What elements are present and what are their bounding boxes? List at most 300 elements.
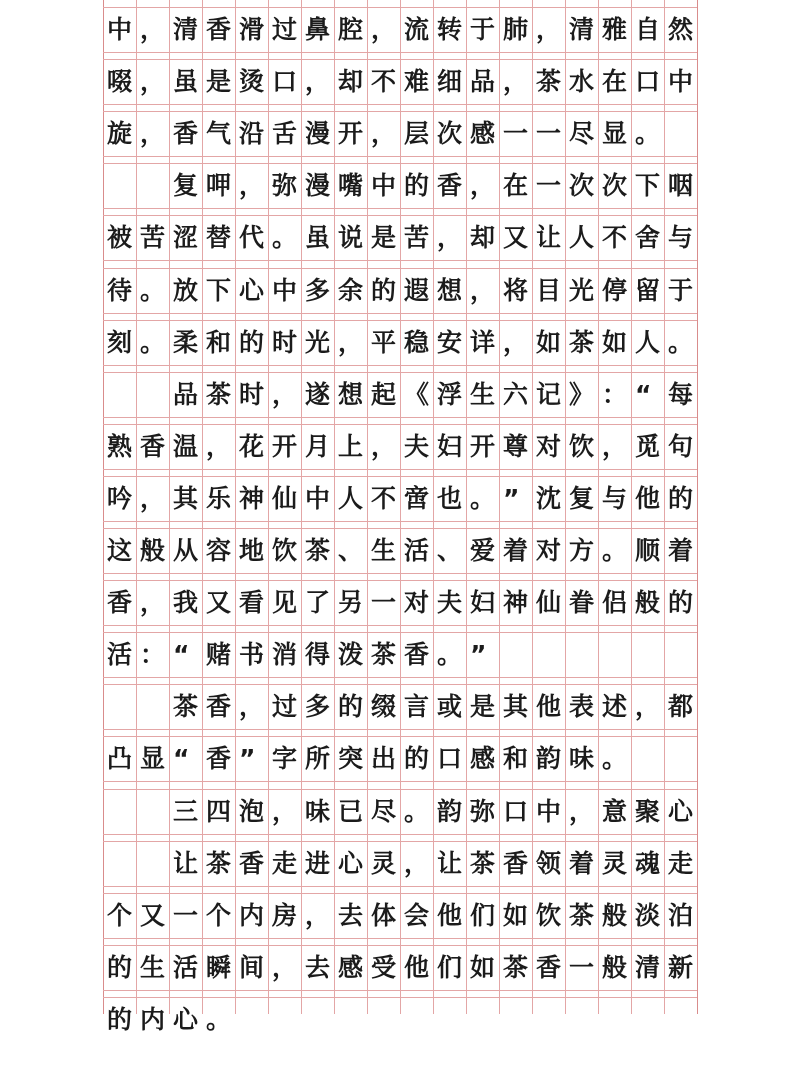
grid-character: 泡 [238,797,264,826]
grid-character: 舌 [271,119,297,148]
grid-character: ， [437,223,463,252]
grid-character: 过 [271,692,297,721]
grid-character: ， [470,276,496,305]
grid-character: 活 [106,640,132,669]
grid-character: 都 [667,692,693,721]
grid-character: 另 [337,588,363,617]
grid-character: 不 [370,484,396,513]
grid-character: 和 [205,328,231,357]
grid-character: 感 [469,744,495,773]
grid-character: 沿 [238,119,264,148]
grid-character: 清 [634,953,660,982]
grid-character: 烫 [238,67,264,96]
grid-character: 复 [568,484,594,513]
grid-row-line [103,938,697,939]
grid-character: ， [371,15,397,44]
grid-character: 。 [272,223,298,252]
grid-character: 他 [403,953,429,982]
grid-character: 中 [271,276,297,305]
grid-row-line [103,625,697,626]
grid-character: 。 [140,276,166,305]
grid-character: 如 [535,328,561,357]
grid-character: 安 [436,328,462,357]
grid-character: 停 [601,276,627,305]
grid-character: 旋 [106,119,132,148]
grid-character: 香 [238,849,264,878]
grid-character: 口 [436,744,462,773]
grid-character: “ [173,640,190,669]
text-line [103,736,697,781]
grid-character: 般 [601,953,627,982]
grid-character: 见 [271,588,297,617]
grid-character: 香 [139,432,165,461]
grid-character: 去 [337,901,363,930]
grid-character: 消 [271,640,297,669]
grid-character: 尊 [502,432,528,461]
grid-character: 领 [535,849,561,878]
grid-character: 放 [172,276,198,305]
grid-character: 水 [568,67,594,96]
grid-character: 将 [502,276,528,305]
grid-character: 月 [304,432,330,461]
grid-character: 饮 [271,536,297,565]
grid-character: ， [371,119,397,148]
grid-character: 。 [602,536,628,565]
grid-character: 活 [403,536,429,565]
grid-character: 又 [205,588,231,617]
grid-character: 新 [667,953,693,982]
grid-row-line [103,313,697,314]
grid-character: 香 [205,744,231,773]
grid-character: 让 [436,849,462,878]
grid-character: ： [602,380,628,409]
grid-character: 弥 [469,797,495,826]
text-line [103,580,697,625]
grid-row-line [103,781,697,782]
text-line [103,59,697,104]
grid-character: 中 [304,484,330,513]
grid-character: 雅 [601,15,627,44]
grid-character: 们 [469,901,495,930]
grid-character: 眷 [568,588,594,617]
grid-character: 的 [106,1005,132,1034]
grid-character [136,163,169,208]
text-line [103,476,697,521]
grid-character: 显 [139,744,165,773]
grid-character: ， [239,171,265,200]
grid-character: 次 [601,171,627,200]
grid-character: 光 [304,328,330,357]
grid-character: 让 [172,849,198,878]
manuscript-paper [103,0,697,1034]
grid-character: 口 [271,67,297,96]
grid-character: 光 [568,276,594,305]
grid-character: 方 [568,536,594,565]
grid-character: 熟 [106,432,132,461]
grid-character: 是 [370,223,396,252]
grid-character: 清 [172,15,198,44]
grid-character: 这 [106,536,132,565]
grid-character: 腔 [337,15,363,44]
grid-character: ， [272,797,298,826]
grid-character: 乐 [205,484,231,513]
grid-character: 人 [568,223,594,252]
grid-character: 突 [337,744,363,773]
text-line [103,111,697,156]
grid-character: 起 [370,380,396,409]
grid-character: 进 [304,849,330,878]
grid-character: 香 [205,692,231,721]
grid-character: 品 [469,67,495,96]
grid-character: 看 [238,588,264,617]
grid-character: 品 [172,380,198,409]
grid-row-line [103,52,697,53]
grid-character: 苦 [139,223,165,252]
text-line [103,320,697,365]
grid-character: 说 [337,223,363,252]
grid-character: 饮 [568,432,594,461]
grid-character: 香 [535,953,561,982]
grid-character: 的 [370,276,396,305]
grid-character: ： [140,640,166,669]
grid-character [136,372,169,417]
grid-character: 味 [304,797,330,826]
grid-character: 去 [304,953,330,982]
grid-row-line [103,677,697,678]
grid-character: 们 [436,953,462,982]
text-line [103,945,697,990]
grid-character: 细 [436,67,462,96]
grid-character: 嘴 [337,171,363,200]
grid-character: 茶 [469,849,495,878]
grid-character: 般 [601,901,627,930]
text-line [103,684,697,729]
grid-character: 下 [205,276,231,305]
grid-character: 的 [403,171,429,200]
grid-character: 韵 [535,744,561,773]
grid-character: 缀 [370,692,396,721]
grid-character: 受 [370,953,396,982]
grid-character: 夫 [436,588,462,617]
grid-character: 肺 [502,15,528,44]
grid-character: 上 [337,432,363,461]
grid-character: 时 [271,328,297,357]
grid-character: 心 [667,797,693,826]
grid-character: 意 [601,797,627,826]
grid-character: 在 [601,67,627,96]
grid-character: 仙 [535,588,561,617]
grid-character: 会 [403,901,429,930]
grid-character: 般 [634,588,660,617]
grid-character: 泊 [667,901,693,930]
grid-character: ” [470,640,487,669]
grid-character: 中 [535,797,561,826]
grid-character: 心 [172,1005,198,1034]
grid-character: 自 [634,15,660,44]
grid-character: 茶 [172,692,198,721]
grid-column-line [697,0,698,1014]
grid-character: 开 [271,432,297,461]
grid-character: 生 [370,536,396,565]
grid-character: 间 [238,953,264,982]
grid-character: 每 [667,380,693,409]
grid-character: 记 [535,380,561,409]
grid-character: 在 [502,171,528,200]
grid-character: 平 [370,328,396,357]
grid-character: 虽 [304,223,330,252]
grid-character: 茶 [502,953,528,982]
grid-character: 不 [370,67,396,96]
grid-character: 》 [569,380,595,409]
grid-character: 。 [635,119,661,148]
grid-character: 香 [502,849,528,878]
grid-row-line [103,208,697,209]
grid-character: 涩 [172,223,198,252]
grid-character: 房 [271,901,297,930]
grid-character [103,372,136,417]
grid-character: 爱 [469,536,495,565]
grid-character: 四 [205,797,231,826]
grid-character: 遐 [403,276,429,305]
grid-character: 觅 [634,432,660,461]
text-line [103,372,697,417]
grid-character: 仙 [271,484,297,513]
grid-character: 妇 [469,588,495,617]
text-line [103,632,697,677]
grid-character [103,789,136,834]
grid-character: 、 [437,536,463,565]
grid-character: 一 [568,953,594,982]
grid-character: ， [272,953,298,982]
grid-character: 他 [535,692,561,721]
grid-character: 却 [337,67,363,96]
grid-character: 心 [238,276,264,305]
grid-character: 呷 [205,171,231,200]
grid-character: 舍 [634,223,660,252]
grid-character: 了 [304,588,330,617]
grid-character: 香 [436,171,462,200]
grid-character: 啜 [106,67,132,96]
grid-character: ” [239,744,256,773]
grid-character: 口 [634,67,660,96]
grid-character: 香 [403,640,429,669]
grid-character: 不 [601,223,627,252]
grid-character: 灵 [601,849,627,878]
grid-character: 夫 [403,432,429,461]
grid-character: ， [206,432,232,461]
grid-character: 弥 [271,171,297,200]
grid-character: 却 [469,223,495,252]
grid-character: 淡 [634,901,660,930]
grid-character: ， [371,432,397,461]
grid-character: ， [602,432,628,461]
grid-character: 遂 [304,380,330,409]
grid-character: 容 [205,536,231,565]
grid-row-line [103,521,697,522]
grid-character: 味 [568,744,594,773]
grid-character: 字 [271,744,297,773]
grid-character: 香 [172,119,198,148]
grid-character: 漫 [304,119,330,148]
grid-character: 体 [370,901,396,930]
grid-character: 多 [304,276,330,305]
grid-character: 香 [106,588,132,617]
grid-character: 感 [337,953,363,982]
grid-character: 。 [602,744,628,773]
grid-character: 的 [403,744,429,773]
text-line [103,163,697,208]
grid-character: 的 [667,588,693,617]
grid-character: 目 [535,276,561,305]
grid-character: 生 [139,953,165,982]
text-line [103,789,697,834]
grid-character: 花 [238,432,264,461]
grid-character: 温 [172,432,198,461]
grid-character: ， [404,849,430,878]
grid-character: 转 [436,15,462,44]
grid-character: 让 [535,223,561,252]
grid-character: 流 [403,15,429,44]
grid-character: ， [305,901,331,930]
grid-character: ， [503,328,529,357]
grid-character: 沈 [535,484,561,513]
grid-character: 魂 [634,849,660,878]
grid-character: 次 [436,119,462,148]
grid-character: 内 [238,901,264,930]
grid-character: 六 [502,380,528,409]
grid-character: 茶 [205,849,231,878]
grid-character: 口 [502,797,528,826]
grid-character: 地 [238,536,264,565]
grid-character: 其 [172,484,198,513]
grid-character: 生 [469,380,495,409]
grid-character: 。 [470,484,496,513]
grid-character: 茶 [304,536,330,565]
grid-character: 对 [535,432,561,461]
grid-character: 茶 [370,640,396,669]
grid-character: 也 [436,484,462,513]
grid-row-line [103,729,697,730]
grid-character: 着 [667,536,693,565]
grid-character: ， [569,797,595,826]
grid-character: 余 [337,276,363,305]
grid-character: 又 [139,901,165,930]
grid-character: ， [272,380,298,409]
grid-character [103,684,136,729]
grid-character: 如 [502,901,528,930]
grid-character: 聚 [634,797,660,826]
grid-row-line [103,365,697,366]
grid-character: 内 [139,1005,165,1034]
grid-row-line [103,834,697,835]
grid-character: 他 [436,901,462,930]
grid-character: 言 [403,692,429,721]
grid-character: 咽 [667,171,693,200]
grid-character: 开 [469,432,495,461]
grid-character: 泼 [337,640,363,669]
text-line [103,7,697,52]
grid-character: 出 [370,744,396,773]
grid-character: 一 [535,119,561,148]
grid-character: 感 [469,119,495,148]
grid-character: 难 [403,67,429,96]
grid-character: 神 [502,588,528,617]
grid-character: 茶 [535,67,561,96]
grid-character: 和 [502,744,528,773]
text-line [103,268,697,313]
grid-character: 想 [436,276,462,305]
grid-character: 虽 [172,67,198,96]
grid-character: 已 [337,797,363,826]
grid-character: ， [536,15,562,44]
grid-character: 苦 [403,223,429,252]
grid-character: 中 [370,171,396,200]
grid-character: 滑 [238,15,264,44]
grid-character: 的 [667,484,693,513]
grid-character: 于 [667,276,693,305]
grid-character: 茶 [568,901,594,930]
grid-character: 我 [172,588,198,617]
grid-character [103,841,136,886]
grid-character: 着 [502,536,528,565]
grid-character [136,789,169,834]
grid-row-line [103,260,697,261]
grid-character [136,841,169,886]
grid-character: 走 [667,849,693,878]
grid-row-line [103,886,697,887]
grid-row-line [103,990,697,991]
grid-character: 显 [601,119,627,148]
grid-character: 妇 [436,432,462,461]
grid-character: 饮 [535,901,561,930]
grid-character: 其 [502,692,528,721]
text-line [103,215,697,260]
grid-character: 瞬 [205,953,231,982]
grid-character: 然 [667,15,693,44]
grid-character: 如 [469,953,495,982]
text-line [103,841,697,886]
grid-character [136,684,169,729]
grid-character: 柔 [172,328,198,357]
grid-character: 对 [535,536,561,565]
grid-character: ” [503,484,520,513]
grid-row-line [103,156,697,157]
grid-character: 。 [668,328,694,357]
grid-character: 韵 [436,797,462,826]
grid-character: 清 [568,15,594,44]
grid-character: 想 [337,380,363,409]
grid-character: 的 [238,328,264,357]
grid-character: 开 [337,119,363,148]
text-line [103,893,697,938]
grid-character: 时 [238,380,264,409]
grid-character: 浮 [436,380,462,409]
grid-character: 赌 [205,640,231,669]
grid-character: “ [635,380,652,409]
grid-character: ， [140,15,166,44]
grid-character: 是 [469,692,495,721]
grid-character: 多 [304,692,330,721]
grid-character: 。 [404,797,430,826]
grid-character: 稳 [403,328,429,357]
grid-character: 对 [403,588,429,617]
grid-character: 心 [337,849,363,878]
grid-character: 一 [535,171,561,200]
grid-character: 侣 [601,588,627,617]
grid-character: 走 [271,849,297,878]
grid-character: 个 [205,901,231,930]
grid-character: 书 [238,640,264,669]
